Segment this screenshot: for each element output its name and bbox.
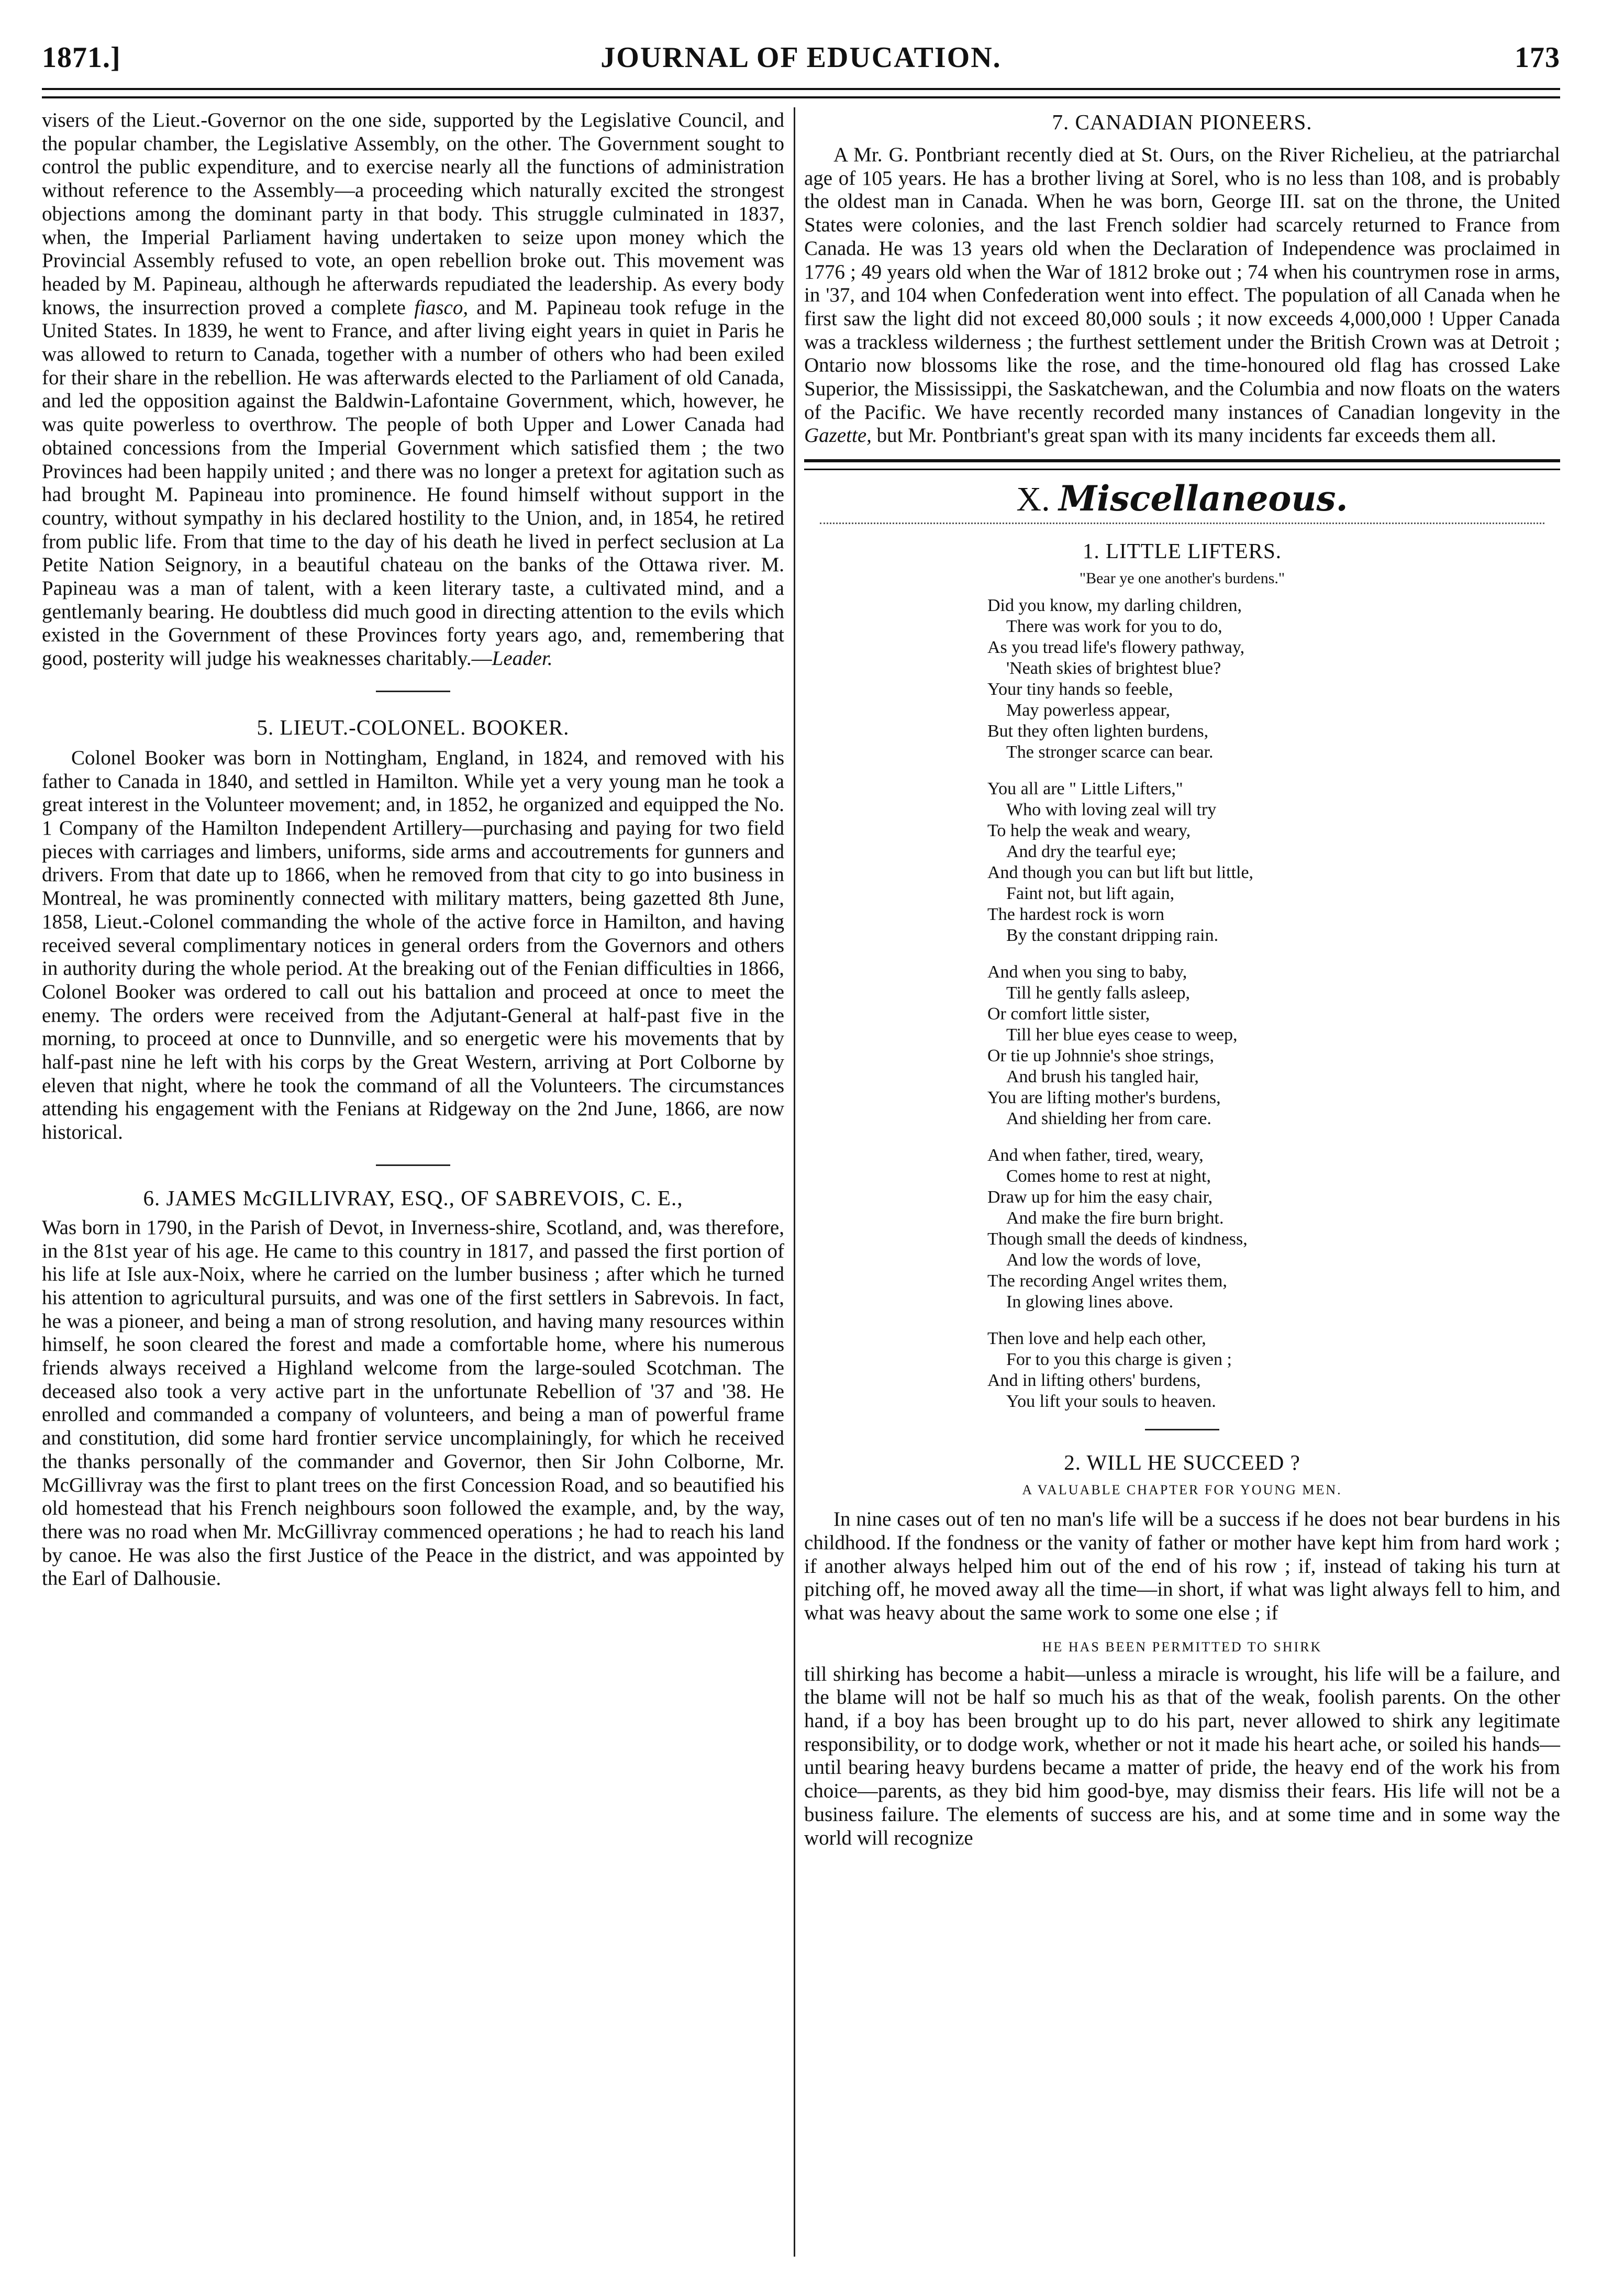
poem-line: And in lifting others' burdens, [987, 1371, 1201, 1391]
will-he-succeed-paragraph-1: In nine cases out of ten no man's life will be a success if he does not bear burdens in his childhood. If the fondness or the vanity of father or mother have kept him from hard work ; if another always helped him out of the end of his row ; if, instead of taking his turn at pitching off, he moved away all the time—in short, if what was light always fell to him, and what was heavy about the same work to some one else ; if [804, 1508, 1560, 1624]
subheading-valuable-chapter: A VALUABLE CHAPTER FOR YOUNG MEN. [1022, 1482, 1342, 1498]
running-header [42, 41, 1560, 83]
will-he-succeed-paragraph-2: till shirking has become a habit—unless a miracle is wrought, his life will be a failure, and the blame will not be half so much his as that of the weak, foolish parents. On the other hand, if a boy has been brought up to do his part, never allowed to shirk any legitimate responsibility, or to dodge work, whether or not it made his heart ache, or soiled his hands—until bearing heavy burdens became a matter of pride, the heavy end of the work his from choice—parents, as they bid him good-bye, may dismiss their fears. His life will not be a business failure. The elements of success are his, and at some time and in some way the world will recognize [804, 1662, 1560, 1849]
papineau-article-continuation: visers of the Lieut.-Governor on the one side, supported by the Legislative Council, and the popular chamber, the Legislative Assembly, on the other. The Government sought to control the public expenditure, and to exercise nearly all the functions of administration without reference to the Assembly—a proceeding which naturally excited the strongest objections among the dominant party in that body. This struggle culminated in 1837, when, the Imperial Parliament having undertaken to seize upon money which the Provincial Assembly refused to vote, an open rebellion broke out. This movement was headed by M. Papineau, although he afterwards repudiated the leadership. As every body knows, the insurrection proved a complete fiasco, and M. Papineau took refuge in the United States. In 1839, he went to France, and after living eight years in quiet in Paris he was allowed to return to Canada, together with a number of others who had been exiled for their share in the rebellion. He was afterwards elected to the Parliament of old Canada, and led the opposition against the Baldwin-Lafontaine Government, which, however, he was quite powerless to overthrow. The people of both Upper and Lower Canada had obtained concessions from the Imperial Government which satisfied them ; the two Provinces had been happily united ; and there was no longer a pretext for agitation such as had brought M. Papineau into prominence. He found himself without support in the country, without sympathy in his declared hostility to the Union, and, in 1854, he retired from public life. From that time to the day of his death he lived in perfect seclusion at La Petite Nation Seignory, in a beautiful chateau on the banks of the Ottawa river. M. Papineau was a man of talent, with a keen literary taste, a cultivated mind, and a gentlemanly bearing. He doubtless did much good in directing attention to the evils which existed in the Government of these Provinces forty years ago, and, remembering that good, posterity will judge his weaknesses charitably.—Leader. [42, 109, 785, 670]
poem-line: Till her blue eyes cease to weep, [1006, 1025, 1238, 1045]
poem-line: Your tiny hands so feeble, [987, 680, 1173, 700]
header-title: JOURNAL OF EDUCATION. [600, 41, 1002, 74]
article-source: Leader. [492, 647, 553, 670]
poem-line: Faint not, but lift again, [1006, 884, 1175, 904]
header-rule [42, 88, 1560, 98]
poem-line: For to you this charge is given ; [1006, 1350, 1232, 1370]
poem-line: And when father, tired, weary, [987, 1146, 1204, 1165]
poem-line: The hardest rock is worn [987, 905, 1165, 925]
poem-line: Or tie up Johnnie's shoe strings, [987, 1046, 1214, 1066]
poem-line: You lift your souls to heaven. [1006, 1392, 1216, 1412]
poem-line: To help the weak and weary, [987, 821, 1191, 841]
poem-line: And brush his tangled hair, [1006, 1067, 1199, 1087]
poem-line: By the constant dripping rain. [1006, 926, 1219, 946]
poem-line: As you tread life's flowery pathway, [987, 638, 1245, 658]
heading-mcgillivray: 6. JAMES McGILLIVRAY, ESQ., OF SABREVOIS, C. E., [143, 1185, 683, 1210]
poem-line: And though you can but lift but little, [987, 863, 1254, 883]
poem-line: Till he gently falls asleep, [1006, 983, 1190, 1003]
heading-little-lifters: 1. LITTLE LIFTERS. [1082, 539, 1282, 563]
heading-canadian-pioneers: 7. CANADIAN PIONEERS. [1052, 110, 1312, 134]
section-name: Miscellaneous. [1059, 478, 1348, 519]
poem-line: Did you know, my darling children, [987, 596, 1242, 616]
poem-line: And when you sing to baby, [987, 962, 1187, 982]
poem-line: Though small the deeds of kindness, [987, 1229, 1248, 1249]
poem-epigraph: "Bear ye one another's burdens." [1079, 570, 1285, 587]
poem-line: The recording Angel writes them, [987, 1271, 1227, 1291]
poem-stanza [987, 779, 1560, 946]
poem-line: Who with loving zeal will try [1006, 800, 1217, 820]
poem-line: You are lifting mother's burdens, [987, 1088, 1221, 1108]
poem-line: And low the words of love, [1006, 1250, 1202, 1270]
header-year: 1871.] [42, 41, 121, 74]
poem-line: Or comfort little sister, [987, 1004, 1150, 1024]
poem-stanza [987, 1145, 1560, 1313]
poem-line: May powerless appear, [1006, 701, 1171, 720]
poem-line: 'Neath skies of brightest blue? [1006, 659, 1221, 679]
poem-line: And make the fire burn bright. [1006, 1208, 1224, 1228]
poem-line: The stronger scarce can bear. [1006, 742, 1214, 762]
italic-gazette: Gazette, [804, 424, 872, 447]
poem-line: And dry the tearful eye; [1006, 842, 1176, 862]
poem-stanza [987, 1328, 1560, 1412]
italic-fiasco: fiasco, [414, 296, 469, 319]
header-page-number: 173 [1515, 41, 1560, 74]
poem-line: Then love and help each other, [987, 1329, 1206, 1349]
poem-stanza [987, 962, 1560, 1129]
pioneers-article: A Mr. G. Pontbriant recently died at St. Ours, on the River Richelieu, at the patriarchal age of 105 years. He has a brother living at Sorel, who is no less than 108, and is probably the oldest man in Canada. When he was born, George III. sat on the throne, the United States were colonies, and the last French soldier had scarcely returned to France from Canada. He was 13 years old when the Declaration of Independence was proclaimed in 1776 ; 49 years old when the War of 1812 broke out ; 74 when his countrymen rose in arms, in '37, and 104 when Confederation went into effect. The population of all Canada when he first saw the light did not exceed 80,000 souls ; it now exceeds 4,000,000 ! Upper Canada was a trackless wilderness ; the furthest settlement under the British Crown was at Detroit ; Ontario now blossoms like the rose, and the time-honoured old flag has crossed Lake Superior, the Mississippi, the Saskatchewan, and the Columbia and now floats on the waters of the Pacific. We have recently recorded many instances of Canadian longevity in the Gazette, but Mr. Pontbriant's great span with its many incidents far exceeds them all. [804, 143, 1560, 447]
heading-will-he-succeed: 2. WILL HE SUCCEED ? [1064, 1450, 1300, 1475]
section-number: X. [1016, 480, 1050, 519]
poem-line: Comes home to rest at night, [1006, 1167, 1211, 1186]
poem-line: In glowing lines above. [1006, 1292, 1174, 1312]
poem-line: There was work for you to do, [1006, 617, 1222, 637]
poem-little-lifters [987, 595, 1560, 1412]
section-heading-miscellaneous [804, 478, 1560, 520]
section-rule [804, 459, 1560, 470]
poem-line: You all are " Little Lifters," [987, 779, 1183, 799]
poem-line: And shielding her from care. [1006, 1109, 1211, 1129]
column-divider [794, 107, 795, 2257]
mcgillivray-article: Was born in 1790, in the Parish of Devot, in Inverness-shire, Scotland, and, was therefore, in the 81st year of his age. He came to this country in 1817, and passed the first portion of his life at Isle aux-Noix, where he carried on the lumber business ; after which he turned his attention to agricultural pursuits, and was one of the first settlers in Sabrevois. In fact, he was a pioneer, and being a man of strong resolution, and having many resources within himself, he soon cleared the forest and made a comfortable home, where his numerous friends always received a Highland welcome from the large-souled Scotchman. The deceased also took a very active part in the unfortunate Rebellion of '37 and '38. He enrolled and commanded a company of volunteers, and being a man of powerful frame and constitution, did some hard frontier service uncomplainingly, for which he received the thanks personally of the commander and Governor, then Sir John Colborne, Mr. McGillivray was the first to plant trees on the first Concession Road, and so beautified his old homestead that his French neighbours soon followed the example, and, by the way, there was no road when Mr. McGillivray commenced operations ; he had to reach his land by canoe. He was also the first Justice of the Peace in the district, and was appointed by the Earl of Dalhousie. [42, 1216, 784, 1590]
poem-line: But they often lighten burdens, [987, 721, 1209, 741]
subheading-permitted-to-shirk: HE HAS BEEN PERMITTED TO SHIRK [1042, 1639, 1322, 1655]
poem-stanza [987, 595, 1560, 763]
heading-booker: 5. LIEUT.-COLONEL. BOOKER. [257, 715, 570, 739]
right-column [804, 109, 1560, 1850]
left-column [42, 109, 784, 1591]
booker-article: Colonel Booker was born in Nottingham, England, in 1824, and removed with his father to Canada in 1840, and settled in Hamilton. While yet a very young man he took a great interest in the Volunteer movement; and, in 1852, he organized and equipped the No. 1 Company of the Hamilton Independent Artillery—purchasing and paying for two field pieces with carriages and limbers, uniforms, side arms and accoutrements for gunners and drivers. From that date up to 1866, when he removed from that city to go into business in Montreal, he was prominently connected with military matters, being gazetted 8th June, 1858, Lieut.-Colonel commanding the whole of the active force in Hamilton, and having received several complimentary notices in general orders from the Governors and others in authority during the whole period. At the breaking out of the Fenian difficulties in 1866, Colonel Booker was ordered to call out his battalion and proceed at once to meet the enemy. The orders were received from the Adjutant-General at half-past five in the morning, to proceed at once to Dunnville, and so energetic were his movements that by half-past nine he left with his corps by the Great Western, arriving at Port Colborne by eleven that night, where he took the command of all the Volunteers. The circumstances attending his engagement with the Fenians at Ridgeway on the 2nd June, 1866, are now historical. [42, 746, 784, 1144]
poem-line: Draw up for him the easy chair, [987, 1187, 1213, 1207]
